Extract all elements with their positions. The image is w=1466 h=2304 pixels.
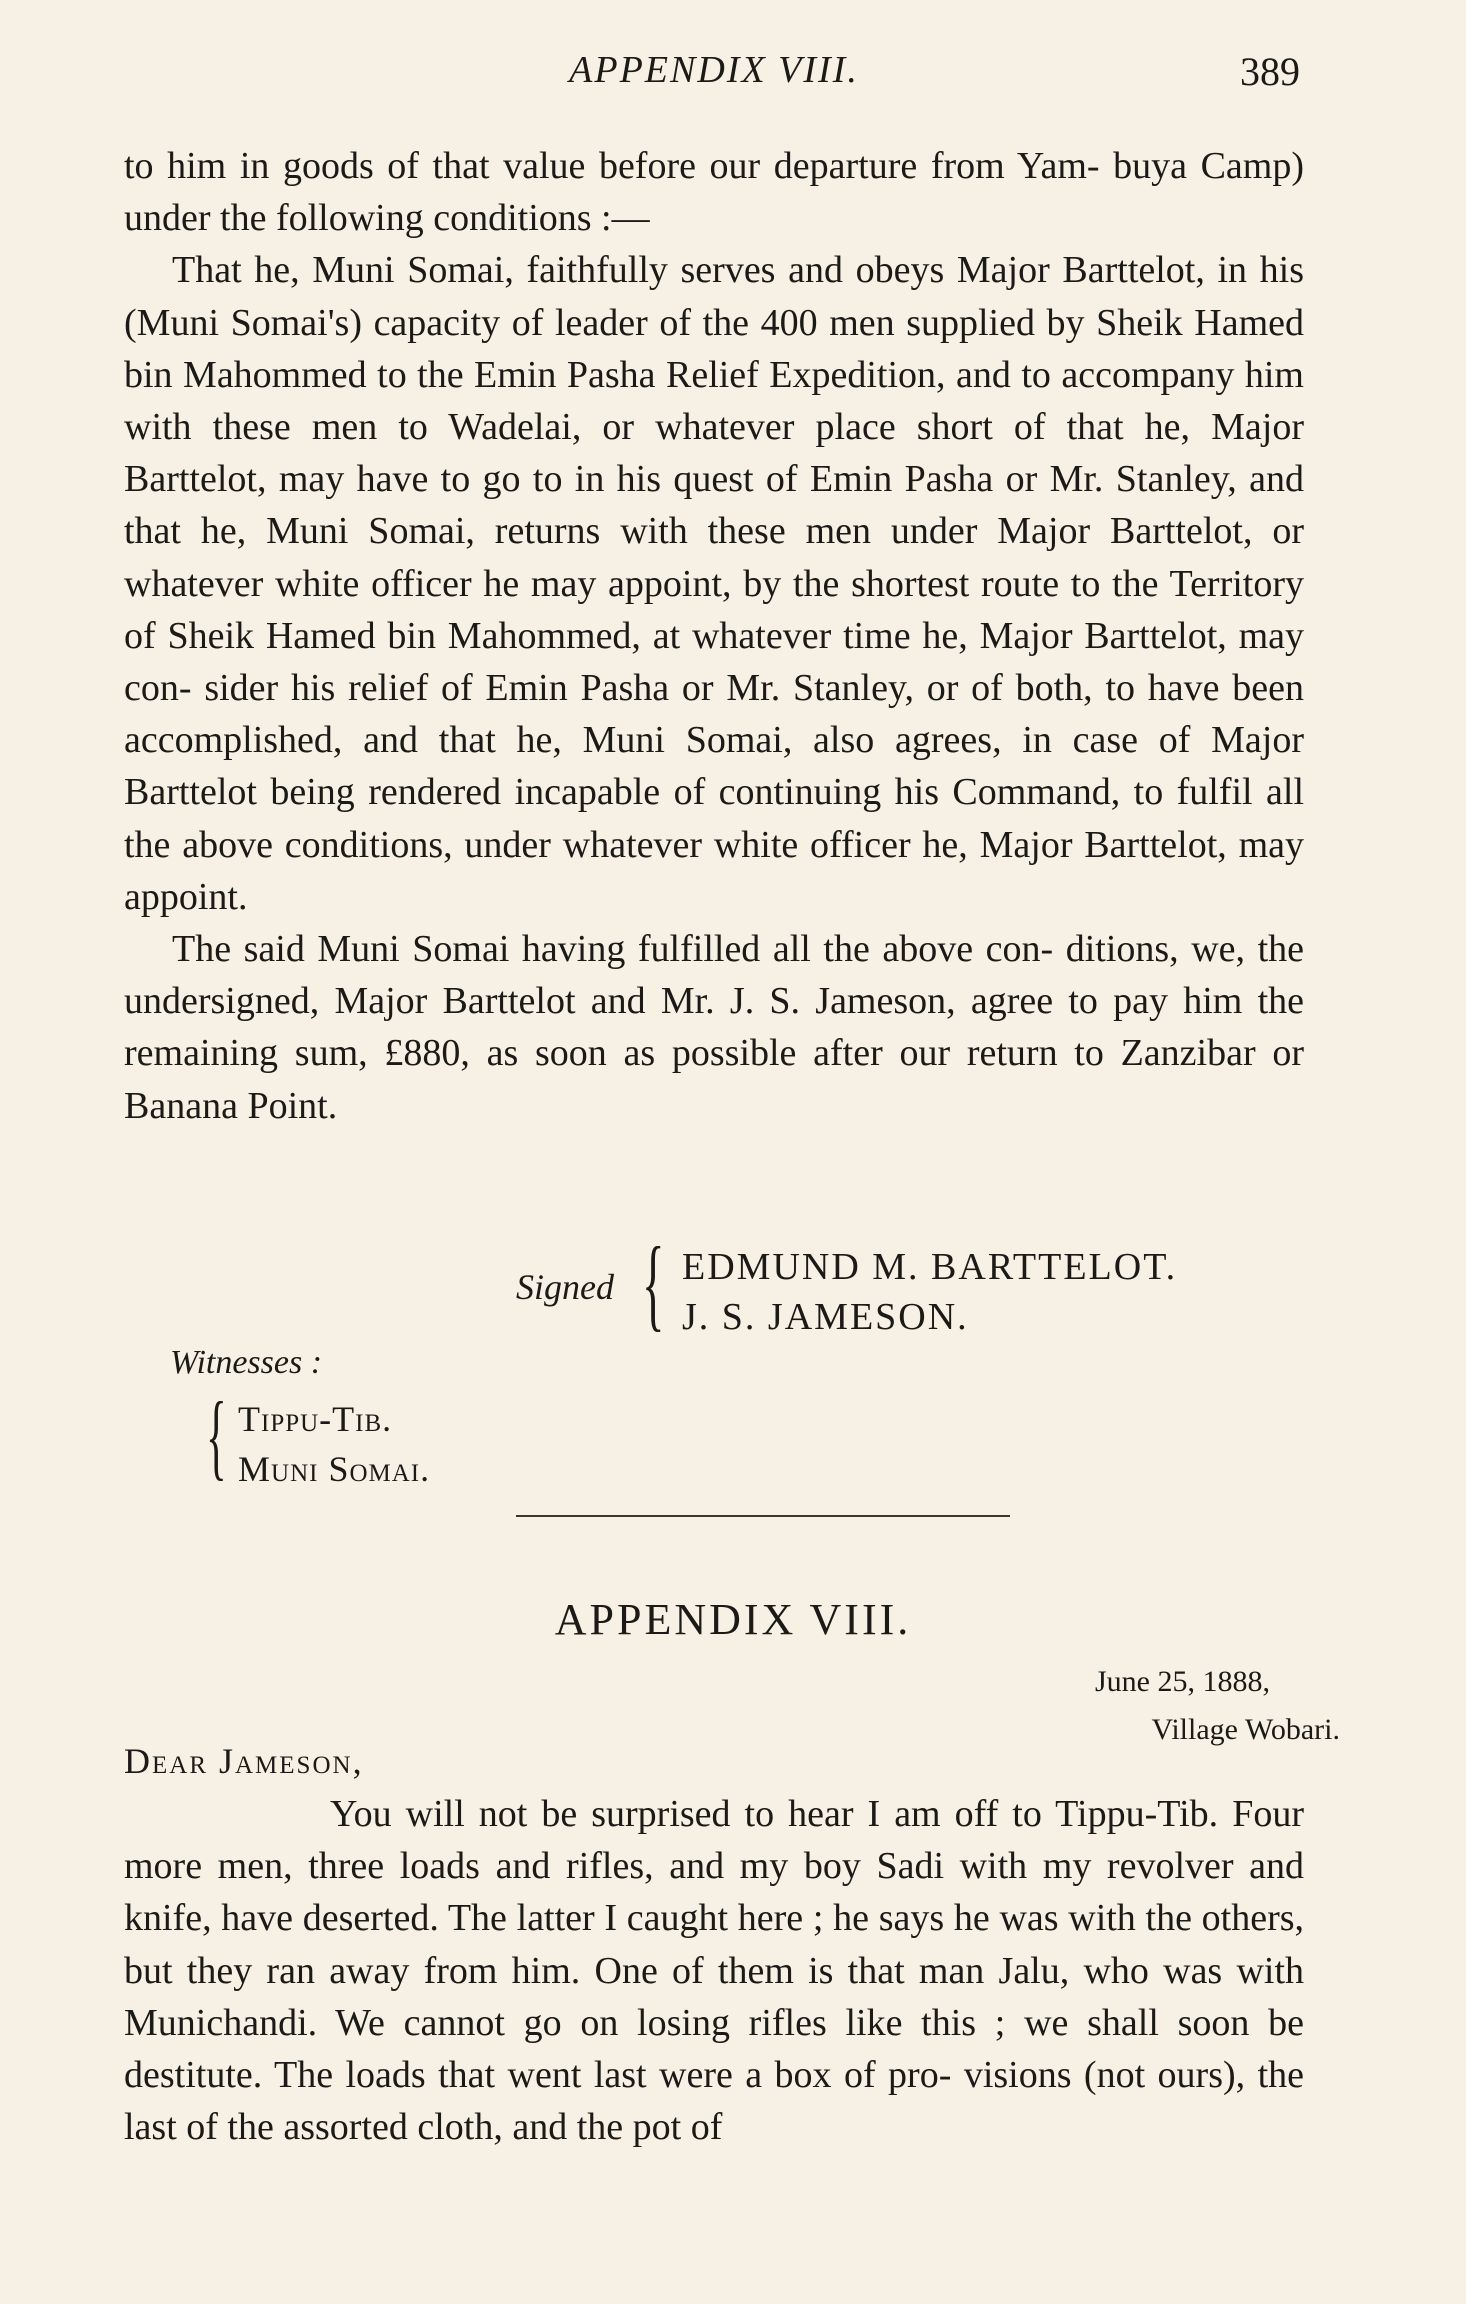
running-head-title: APPENDIX VIII. [569, 49, 859, 91]
text-line: You will not be surprised to hear I am off to [330, 1793, 1042, 1835]
text-line: Munichandi. We cannot go on losing rifles like this ; we shall [124, 2001, 1159, 2044]
text-line: Pasha Relief Expedition, and to accompany him with these men [124, 353, 1304, 449]
signature-brace: { [642, 1226, 665, 1341]
signature-block [516, 1226, 1316, 1348]
page-number: 389 [1240, 49, 1300, 94]
appendix-heading: APPENDIX VIII. [554, 1595, 912, 1644]
text-line: sider his relief of Emin Pasha or Mr. Stanley, or of both, [204, 667, 1093, 710]
text-line: That he, Muni Somai, faithfully serves and obeys Major [172, 249, 1050, 292]
letter-text [124, 1788, 1304, 2153]
text-line: away from him. One of them is that man Jalu, who was with [329, 1949, 1304, 1992]
letter-dateline [1095, 1658, 1340, 1754]
agreement-text [124, 140, 1304, 1132]
text-line: Tippu-Tib. Four more men, three loads and rifles, and my boy [124, 1793, 1304, 1888]
witness-muni-somai: Muni Somai. [238, 1449, 431, 1489]
letter-paragraph [124, 1788, 1304, 2153]
text-line: to Wadelai, or whatever place short of that he, Major Barttelot, [124, 406, 1305, 501]
signed-label: Signed [516, 1267, 614, 1307]
text-line: buya Camp) under the following conditions :— [124, 145, 1305, 240]
letter-salutation: Dear Jameson, [124, 1741, 364, 1781]
witness-names [238, 1394, 430, 1494]
paragraph-continuation [124, 140, 1304, 244]
text-line: and that he, Muni Somai, returns with these men under [124, 458, 1304, 553]
text-line: Mahommed, at whatever time he, Major Barttelot, may con- [124, 614, 1304, 710]
paragraph-conditions [124, 244, 1304, 923]
text-line: under whatever white officer he, Major Barttelot, may appoint. [124, 823, 1304, 918]
witness-brace: { [206, 1382, 227, 1489]
text-line: agrees, in case of Major Barttelot being rendered incapable [124, 719, 1305, 814]
text-line: may have to go to in his quest of Emin Pasha or Mr. Stanley, [278, 458, 1237, 501]
text-line: of continuing his Command, to fulfil all the above conditions, [124, 771, 1305, 866]
text-line: visions (not ours), the last of the assorted cloth, and the pot of [124, 2054, 1305, 2149]
witness-tippu-tib: Tippu-Tib. [238, 1399, 393, 1439]
text-line: soon be destitute. The loads that went last were a box of pro- [124, 2001, 1305, 2097]
text-line: The said Muni Somai having fulfilled all the above con- [172, 928, 1054, 971]
text-line: Sadi with my revolver and knife, have deserted. The latter I [124, 1845, 1304, 1940]
signatory-jameson: J. S. JAMESON. [682, 1296, 969, 1338]
signatory-barttelot: EDMUND M. BARTTELOT. [682, 1246, 1178, 1288]
text-line: Major Barttelot, or whatever white officer he may appoint, [124, 510, 1304, 605]
section-divider [516, 1515, 1010, 1517]
signature-names [682, 1242, 1177, 1342]
text-line: caught here ; he says he was with the others, but they ran [124, 1897, 1305, 1992]
text-line: Barttelot, in his (Muni Somai's) capacity of leader of the 400 [124, 249, 1305, 344]
text-line: ditions, we, the undersigned, Major Barttelot and Mr. J. S. [124, 928, 1304, 1023]
witnesses-label: Witnesses : [170, 1344, 323, 1381]
text-line: as possible after our return to Zanzibar or Banana Point. [124, 1032, 1304, 1127]
text-line: men supplied by Sheik Hamed bin Mahommed to the Emin [124, 301, 1305, 396]
text-line: to him in goods of that value before our departure from Yam- [124, 145, 1100, 187]
text-line: Jameson, agree to pay him the remaining sum, £880, as soon [124, 980, 1304, 1075]
letter-date: June 25, 1888, [1095, 1665, 1270, 1698]
text-line: by the shortest route to the Territory of Sheik Hamed bin [124, 562, 1305, 657]
letter-place: Village Wobari. [1151, 1713, 1340, 1746]
text-line: to have been accomplished, and that he, Muni Somai, also [124, 667, 1305, 762]
paragraph-payment [124, 923, 1304, 1132]
running-head [124, 48, 1304, 108]
